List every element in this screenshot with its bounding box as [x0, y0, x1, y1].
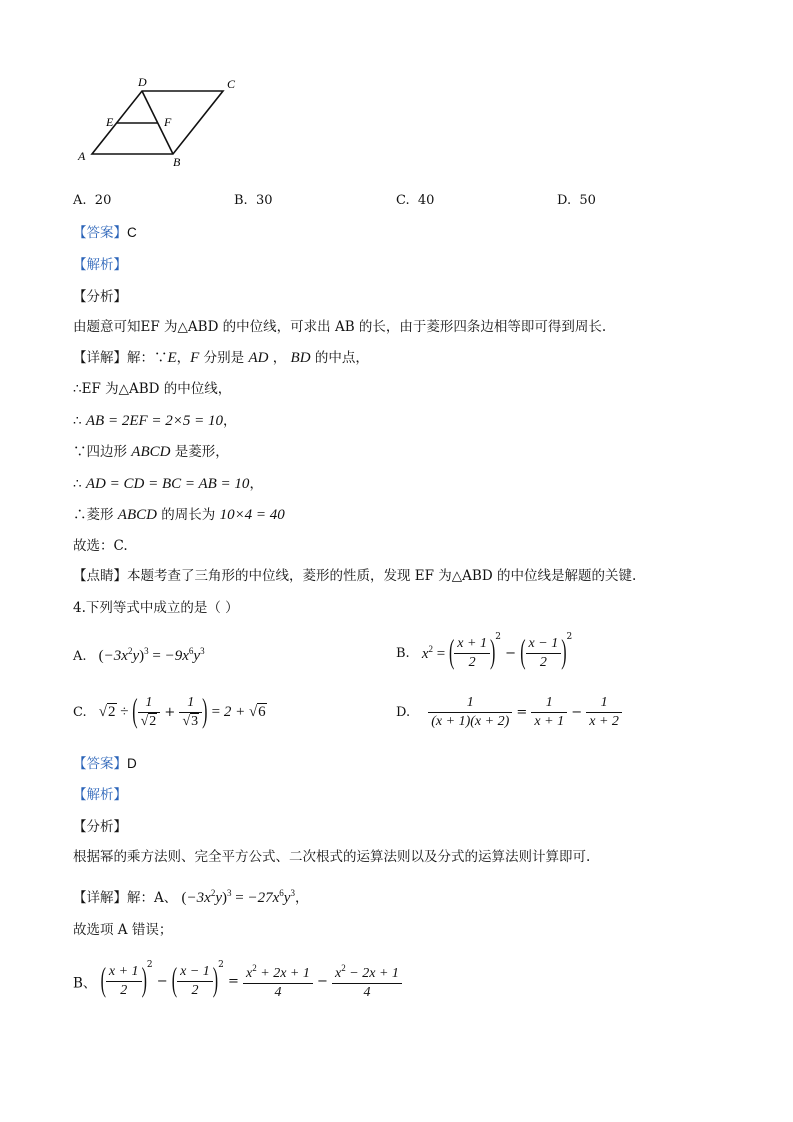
q4-answer: 【答案】D	[73, 756, 137, 772]
q4-option-d: D. $\frac{1}{(x + 1)(x + 2)}$ = $\frac{1}{x + 1}$ − $\frac{1}{x + 2}$	[396, 695, 622, 730]
q4-fenxi-text: 根据幂的乘方法则、完全平方公式、二次根式的运算法则以及分式的运算法则计算即可.	[73, 849, 591, 865]
q3-step4: ∵四边形 ABCD 是菱形，	[73, 444, 229, 460]
q4-option-c: C. √2 ÷ ( $\frac{1}{√2}$ + $\frac{1}{√3}$ ) = 2 + √6	[73, 693, 266, 730]
label-b: B	[173, 155, 181, 169]
q3-answer: 【答案】C	[73, 225, 137, 241]
q4-fenxi-tag: 【分析】	[73, 819, 127, 835]
q4-detail-line: 【详解】解：A、 $(-3x^2y)^3 = -27x^6y^3$，	[73, 888, 309, 906]
q3-option-a: A. 20	[73, 193, 112, 208]
q3-option-c: C. 40	[396, 193, 435, 208]
label-f: F	[164, 115, 172, 129]
q3-choose: 故选：C.	[73, 538, 128, 554]
q3-option-d: D. 50	[557, 193, 596, 208]
q4-option-a: A. $(-3x^2y)^3 = -9x^6y^3$	[73, 646, 205, 664]
q4-analysis-tag: 【解析】	[73, 787, 127, 803]
q4-option-b: B. $x^2$ = ( $\frac{x + 1}{2}$ )$^2$ − ( $\frac{x - 1}{2}$ )$^2$	[396, 632, 573, 671]
q3-fenxi-text: 由题意可知EF 为△ABD 的中位线，可求出 AB 的长，由于菱形四条边相等即可得到周长.	[73, 319, 607, 335]
label-c: C	[227, 77, 236, 91]
q4-stem: 4.下列等式中成立的是（ ）	[73, 600, 239, 616]
q3-step2: ∴EF 为△ABD 的中位线，	[73, 381, 232, 397]
q4-wrong-a: 故选项 A 错误；	[73, 922, 173, 938]
q4-b-derivation: B、 ( $\frac{x + 1}{2}$ )$^2$ − ( $\frac{x - 1}{2}$ )$^2$ = $\frac{x^2 + 2x + 1}{4}$ − $\frac{x^2 - 2x + 1}{4}$	[73, 960, 402, 1001]
q3-dianjing: 【点睛】本题考查了三角形的中位线，菱形的性质，发现 EF 为△ABD 的中位线是解题的关键.	[73, 568, 637, 584]
q3-step5: ∴ AD = CD = BC = AB = 10，	[73, 476, 263, 492]
label-d: D	[138, 75, 147, 89]
q3-step6: ∴菱形 ABCD 的周长为 10×4 = 40	[73, 507, 285, 523]
rhombus-figure	[72, 72, 252, 172]
q3-fenxi-tag: 【分析】	[73, 289, 127, 305]
label-e: E	[106, 115, 114, 129]
label-a: A	[78, 149, 86, 163]
q3-analysis-tag: 【解析】	[73, 257, 127, 273]
q3-step3: ∴ AB = 2EF = 2×5 = 10，	[73, 413, 237, 429]
q3-detail-line1: 【详解】解：∵E，F 分别是 AD ， BD 的中点，	[73, 350, 369, 366]
q3-option-b: B. 30	[234, 193, 273, 208]
